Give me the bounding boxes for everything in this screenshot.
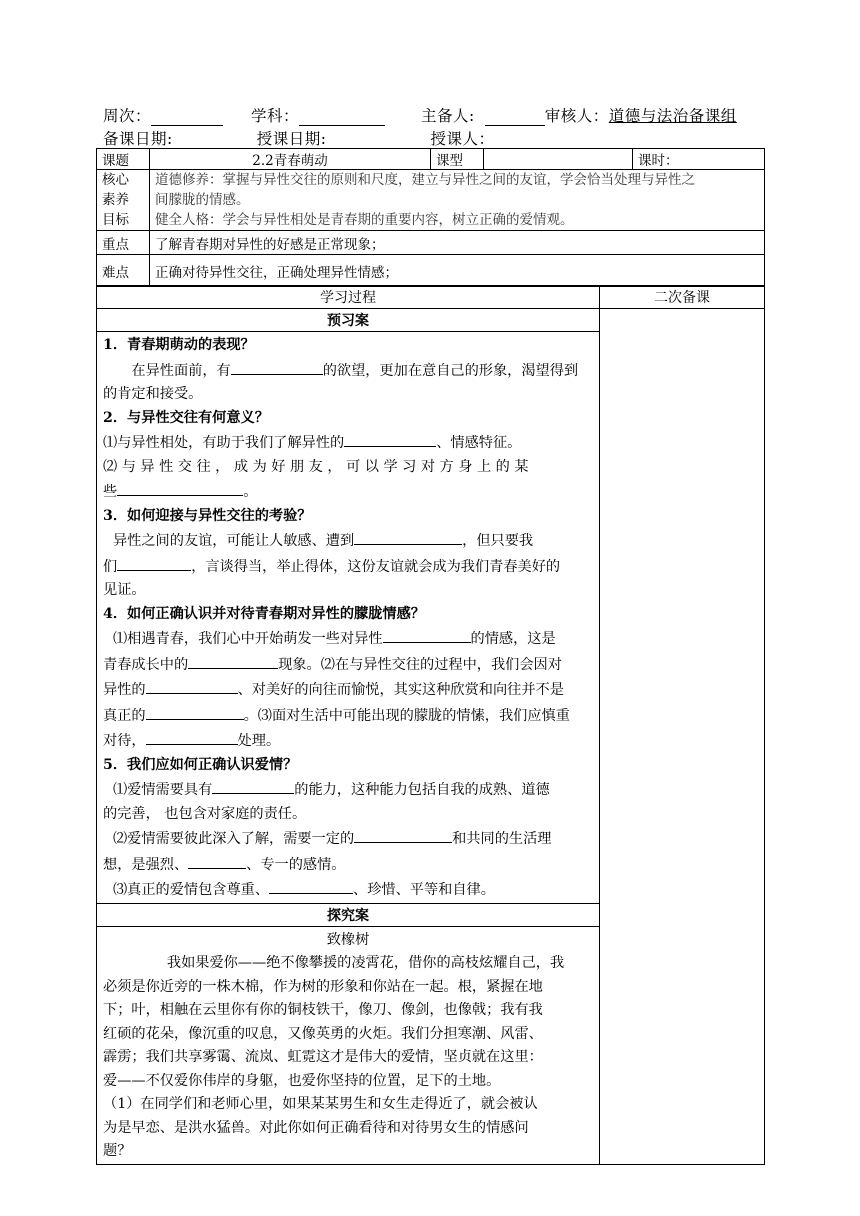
preview-content: [97, 332, 600, 904]
blank[interactable]: [269, 877, 353, 894]
poem-line-6: 爱——不仅爱你伟岸的身躯，也爱你坚持的位置，足下的土地。: [103, 1072, 501, 1089]
q2-answer-line-1: ⑴与异性相处，有助于我们了解异性的 、情感特征。: [103, 430, 593, 456]
q4-answer-line-3: 异性的 、对美好的向往而愉悦，其实这种欣赏和向往并不是: [103, 677, 593, 703]
week-label: 周次：: [103, 107, 152, 125]
subject-label: 学科：: [251, 107, 300, 125]
process-title: 学习过程: [97, 286, 600, 309]
poem-line-1: 我如果爱你——绝不像攀援的凌霄花，借你的高枝炫耀自己，我: [166, 955, 565, 971]
explore-question-1-line-1: （1）在同学们和老师心里，如果某某男生和女生走得近了，就会被认: [103, 1096, 538, 1112]
preview-title: 预习案: [97, 309, 600, 332]
question-2: 2．与异性交往有何意义？: [103, 409, 269, 426]
explore-title: 探究案: [97, 903, 600, 926]
q2-answer-line-3: 些 。: [103, 479, 593, 505]
blank[interactable]: [188, 652, 278, 669]
core-goals: [150, 170, 765, 231]
core-line-2: 间朦胧的情感。: [155, 192, 250, 208]
question-1: 1．青春期萌动的表现？: [103, 337, 255, 353]
blank[interactable]: [146, 677, 238, 694]
blank[interactable]: [383, 626, 471, 643]
prep-date-blank[interactable]: [177, 131, 247, 149]
q1-answer-line-2: 的肯定和接受。: [103, 386, 203, 402]
teach-date-blank[interactable]: [330, 131, 404, 149]
learning-process-table: [96, 285, 765, 1165]
blank[interactable]: [146, 703, 244, 720]
poem-line-5: 霹雳；我们共享雾霭、流岚、虹霓这才是伟大的爱情，坚贞就在这里：: [103, 1049, 543, 1065]
q3-answer-line-1: 异性之间的友谊，可能让人敏感、遭到 ，但只要我: [103, 528, 593, 554]
q5-answer-line-2: 的完善， 也包含对家庭的责任。: [103, 805, 307, 822]
week-blank[interactable]: [151, 108, 223, 126]
q4-answer-line-2: 青春成长中的 现象。⑵在与异性交往的过程中，我们会因对: [103, 652, 593, 678]
reviewer-value: 道德与法治备课组: [608, 107, 737, 125]
blank[interactable]: [117, 554, 191, 571]
blank[interactable]: [212, 777, 294, 794]
lesson-info-table: [96, 148, 765, 287]
blank[interactable]: [231, 358, 323, 375]
question-5: 5．我们应如何正确认识爱情？: [103, 756, 298, 773]
difficulty-label: 难点: [97, 255, 150, 287]
q4-answer-line-5: 对待， 处理。: [103, 728, 593, 754]
question-4: 4．如何正确认识并对待青春期对异性的朦胧情感？: [103, 605, 425, 622]
subject-blank[interactable]: [299, 108, 385, 126]
core-label-1: 核心: [102, 172, 129, 188]
poem-line-4: 红硕的花朵，像沉重的叹息，又像英勇的火炬。我们分担寒潮、风雷、: [103, 1025, 543, 1042]
core-label-3: 目标: [102, 212, 129, 228]
core-line-3: 健全人格：学会与异性相处是青春期的重要内容，树立正确的爱情观。: [155, 212, 574, 228]
blank[interactable]: [117, 479, 243, 496]
type-value[interactable]: [484, 149, 633, 170]
blank[interactable]: [146, 728, 238, 745]
topic-value: 2.2青春萌动: [150, 149, 431, 170]
header-line-2: [103, 127, 590, 149]
q4-answer-line-4: 真正的 。⑶面对生活中可能出现的朦胧的情愫，我们应慎重: [103, 703, 593, 729]
prep-date-label: 备课日期:: [103, 130, 173, 148]
poem-title: 致橡树: [326, 931, 370, 948]
second-prep-title: 二次备课: [600, 286, 765, 309]
teacher-blank[interactable]: [494, 131, 590, 149]
difficulty-value: 正确对待异性交往，正确处理异性情感；: [150, 255, 765, 287]
q3-answer-line-3: 见证。: [103, 582, 146, 598]
q4-answer-line-1: ⑴相遇青春，我们心中开始萌发一些对异性 的情感，这是: [103, 626, 593, 652]
q5-answer-line-3: ⑵爱情需要彼此深入了解，需要一定的 和共同的生活理: [103, 826, 593, 852]
core-label-2: 素养: [102, 192, 129, 208]
blank[interactable]: [188, 852, 246, 869]
question-3: 3．如何迎接与异性交往的考验？: [103, 507, 312, 524]
poem-line-2: 必须是你近旁的一株木棉，作为树的形象和你站在一起。根，紧握在地: [103, 978, 543, 995]
blank[interactable]: [354, 528, 462, 545]
type-label: 课型: [431, 149, 484, 170]
q5-answer-line-1: ⑴爱情需要具有 的能力，这种能力包括自我的成熟、道德: [103, 777, 593, 803]
preparer-blank[interactable]: [485, 108, 545, 126]
q3-answer-line-2: 们 ，言谈得当，举止得体，这份友谊就会成为我们青春美好的: [103, 554, 593, 580]
q2-answer-line-2: ⑵ 与 异 性 交 往 ， 成 为 好 朋 友 ， 可 以 学 习 对 方 身 上 的 某: [103, 458, 529, 475]
blank[interactable]: [344, 430, 436, 447]
teacher-label: 授课人：: [430, 130, 495, 148]
teach-date-label: 授课日期:: [256, 130, 327, 148]
key-label: 重点: [97, 231, 150, 255]
q5-answer-line-5: ⑶真正的爱情包含尊重、 、珍惜、平等和自律。: [103, 877, 593, 903]
header-line-1: [103, 104, 737, 126]
q1-answer-line-1: 在异性面前，有 的欲望，更加在意自己的形象，渴望得到: [103, 358, 593, 384]
q5-answer-line-4: 想，是强烈、 、专一的感情。: [103, 852, 593, 878]
preparer-label: 主备人:: [421, 107, 475, 125]
poem-line-3: 下；叶，相触在云里你有你的铜枝铁干，像刀、像剑，也像戟；我有我: [103, 1002, 543, 1018]
topic-label: 课题: [97, 149, 150, 170]
explore-question-1-line-2: 为是早恋、是洪水猛兽。对此你如何正确看待和对待男女生的情感问: [103, 1119, 529, 1136]
explore-question-1-line-3: 题？: [103, 1143, 132, 1159]
second-prep-notes[interactable]: [600, 309, 765, 1165]
key-value: 了解青春期对异性的好感是正常现象；: [150, 231, 765, 255]
hours-label: 课时：: [633, 149, 765, 170]
blank[interactable]: [354, 826, 452, 843]
reviewer-label: 审核人：: [544, 107, 609, 125]
core-label: [97, 170, 150, 231]
explore-content: [97, 926, 600, 1164]
core-line-1: 道德修养：掌握与异性交往的原则和尺度，建立与异性之间的友谊，学会恰当处理与异性之: [155, 172, 695, 188]
